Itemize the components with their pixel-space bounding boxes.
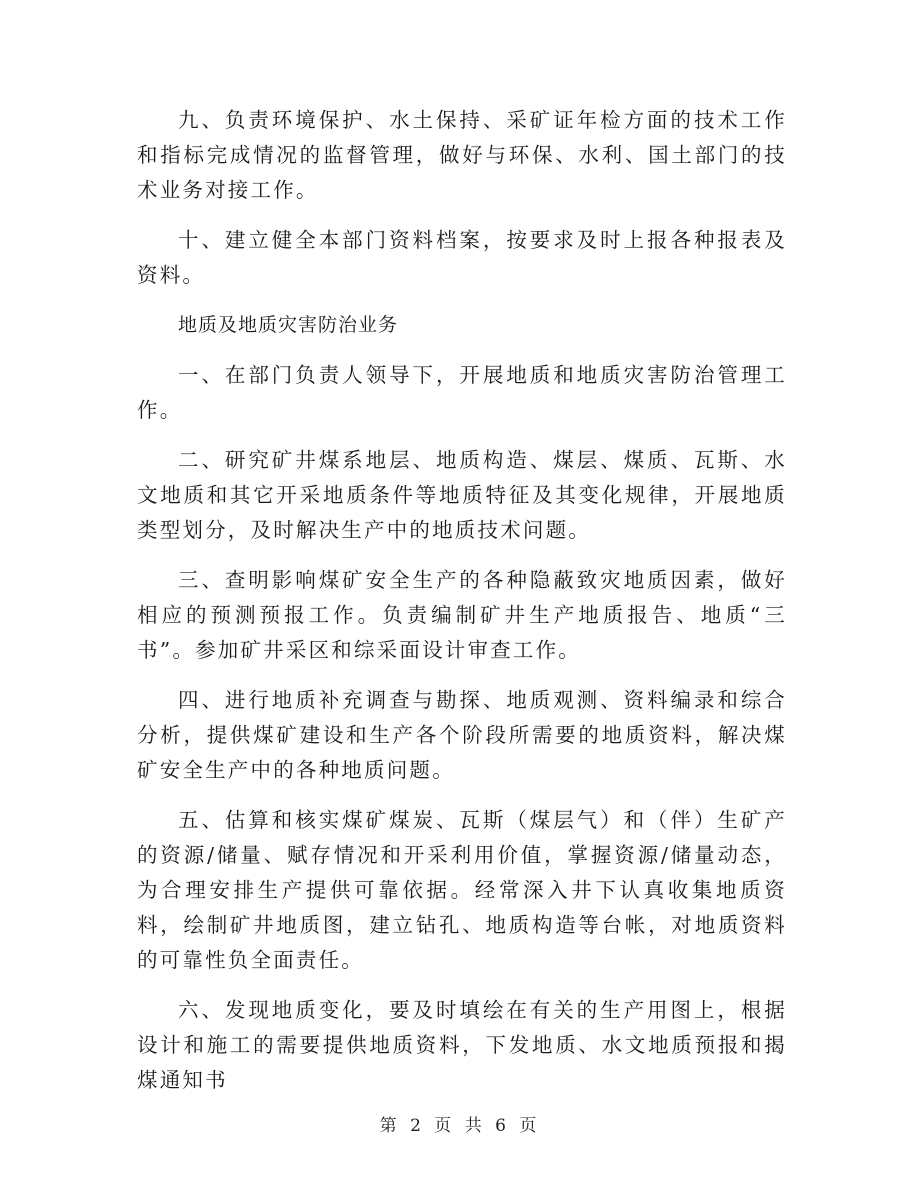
section-heading: 地质及地质灾害防治业务 <box>178 314 399 336</box>
paragraph-item-2: 二、研究矿井煤系地层、地质构造、煤层、煤质、瓦斯、水文地质和其它开采地质条件等地质特征及其变化规律，开展地质类型划分，及时解决生产中的地质技术问题。 <box>137 448 787 542</box>
paragraph-item-3: 三、查明影响煤矿安全生产的各种隐蔽致灾地质因素，做好相应的预测预报工作。负责编制矿井生产地质报告、地质“三书”。参加矿井采区和综采面设计审查工作。 <box>137 568 787 662</box>
paragraph-item-4: 四、进行地质补充调查与勘探、地质观测、资料编录和综合分析，提供煤矿建设和生产各个阶段所需要的地质资料，解决煤矿安全生产中的各种地质问题。 <box>137 688 787 782</box>
document-body <box>137 103 787 1113</box>
page-number-footer: 第 2 页 共 6 页 <box>379 1116 541 1136</box>
paragraph-item-9: 九、负责环境保护、水土保持、采矿证年检方面的技术工作和指标完成情况的监督管理，做好与环保、水利、国土部门的技术业务对接工作。 <box>137 108 787 202</box>
paragraph-item-5: 五、估算和核实煤矿煤炭、瓦斯（煤层气）和（伴）生矿产的资源/储量、赋存情况和开采利用价值，掌握资源/储量动态，为合理安排生产提供可靠依据。经常深入井下认真收集地质资料，绘制矿井地质图，建立钻孔、地质构造等台帐，对地质资料的可靠性负全面责任。 <box>137 808 787 972</box>
paragraph-item-10: 十、建立健全本部门资料档案，按要求及时上报各种报表及资料。 <box>137 228 787 287</box>
paragraph-item-1: 一、在部门负责人领导下，开展地质和地质灾害防治管理工作。 <box>137 363 787 422</box>
paragraph-item-6: 六、发现地质变化，要及时填绘在有关的生产用图上，根据设计和施工的需要提供地质资料，下发地质、水文地质预报和揭煤通知书 <box>137 998 787 1092</box>
